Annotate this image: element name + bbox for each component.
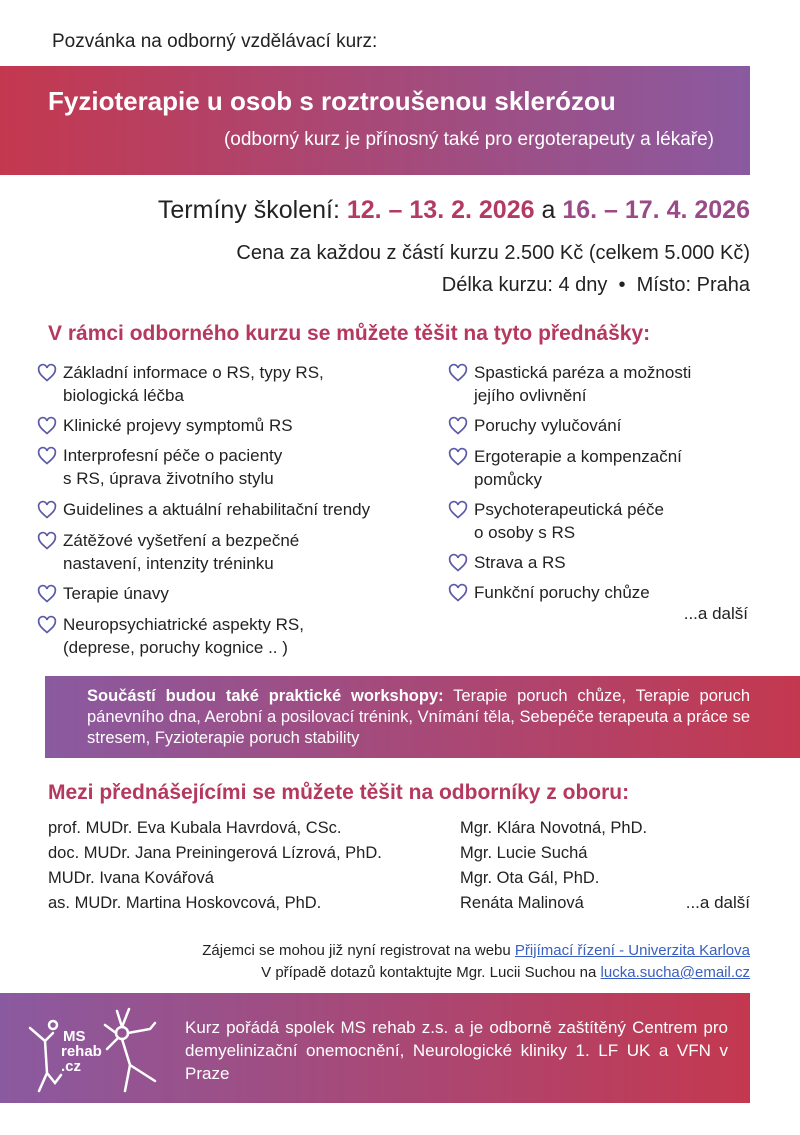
heart-icon [448,447,468,467]
lecture-line: Zátěžové vyšetření a bezpečné [63,531,300,550]
more-speakers: ...a další [685,893,750,912]
speaker-name: Mgr. Ota Gál, PhD. [460,869,600,887]
svg-text:.cz: .cz [61,1058,82,1075]
lecture-line: Klinické projevy symptomů RS [63,416,293,435]
course-subtitle: (odborný kurz je přínosný také pro ergoterapeuty a lékaře) [223,129,714,150]
lecture-item [37,498,370,521]
intro-text: Pozvánka na odborný vzdělávací kurz: [52,31,378,52]
footer-band [0,993,750,1103]
speaker-name: Mgr. Klára Novotná, PhD. [460,819,648,837]
lecture-item [448,414,621,437]
lecture-line: (deprese, poruchy kognice .. ) [63,638,288,657]
svg-text:MS: MS [63,1028,86,1045]
workshops-text [87,686,750,749]
heart-icon [448,553,468,573]
length-place-text: Délka kurzu: 4 dny • Místo: Praha [441,274,750,296]
lecture-line: o osoby s RS [474,523,576,542]
registration-link[interactable]: Přijímací řízení - Univerzita Karlova [514,942,750,959]
heart-icon [37,500,57,520]
registration-line [202,942,750,959]
course-title: Fyzioterapie u osob s roztroušenou sklerózou [48,86,616,116]
title-banner [0,66,750,175]
lecture-line: Interprofesní péče o pacienty [63,446,283,465]
speaker-name: doc. MUDr. Jana Preiningerová Lízrová, PhD. [48,844,382,862]
heart-icon [448,363,468,383]
contact-email-link[interactable]: lucka.sucha@email.cz [600,964,750,981]
heart-icon [448,500,468,520]
lecture-line: Psychoterapeutická péče [474,500,664,519]
speaker-name: MUDr. Ivana Kovářová [48,869,214,887]
lecture-item [37,414,293,437]
contact-line [261,964,750,981]
ms-rehab-logo [25,1003,175,1095]
lecture-line: pomůcky [474,470,543,489]
lecture-line: jejího ovlivnění [474,386,587,405]
price-text: Cena za každou z částí kurzu 2.500 Kč (celkem 5.000 Kč) [236,242,750,264]
contact-text: V případě dotazů kontaktujte Mgr. Lucii Suchou na [261,964,601,981]
lecture-line: Ergoterapie a kompenzační [474,447,682,466]
heart-icon [448,416,468,436]
lecture-line: Spastická paréza a možnosti [474,363,692,382]
lecture-item [37,361,324,407]
lectures-heading: V rámci odborného kurzu se můžete těšit na tyto přednášky: [48,322,651,345]
speaker-name: Mgr. Lucie Suchá [460,844,588,862]
heart-icon [37,584,57,604]
lecture-item [37,613,304,659]
dates-label: Termíny školení: [157,196,347,224]
date-2: 16. – 17. 4. 2026 [562,196,750,224]
footer-text: Kurz pořádá spolek MS rehab z.s. a je odborně zaštítěný Centrem pro demyelinizační onemocnění, Neurologické kliniky 1. LF UK a VFN v Praze [185,1018,728,1083]
lecture-line: Terapie únavy [63,584,169,603]
lecture-line: Strava a RS [474,553,566,572]
dates-and: a [534,196,563,224]
lecture-line: nastavení, intenzity tréninku [63,554,274,573]
lecture-line: Poruchy vylučování [474,416,622,435]
date-1: 12. – 13. 2. 2026 [346,196,535,224]
lecture-line: s RS, úprava životního stylu [63,469,274,488]
more-lectures: ...a další [683,604,748,623]
lecture-item [37,529,299,575]
lecture-item [448,445,682,491]
speaker-name: prof. MUDr. Eva Kubala Havrdová, CSc. [48,819,342,837]
lecture-item [448,551,566,574]
lecture-line: Neuropsychiatrické aspekty RS, [63,615,304,634]
heart-icon [37,416,57,436]
svg-text:rehab: rehab [61,1043,102,1060]
lecture-line: biologická léčba [63,386,184,405]
lecture-line: Guidelines a aktuální rehabilitační trendy [63,500,371,519]
lecture-item [37,582,169,605]
lecture-line: Funkční poruchy chůze [474,583,650,602]
heart-icon [37,615,57,635]
heart-icon [37,446,57,466]
speakers-heading: Mezi přednášejícími se můžete těšit na odborníky z oboru: [48,781,630,804]
workshops-list: Terapie poruch chůze, Terapie poruch pánevního dna, Aerobní a posilovací trénink, Vnímání těla, Sebepéče terapeuta a práce se stresem, Fyzioterapie poruch stability [87,687,750,747]
lecture-item [448,498,664,544]
registration-text: Zájemci se mohou již nyní registrovat na webu [202,942,515,959]
lecture-line: Základní informace o RS, typy RS, [63,363,324,382]
speaker-name: Renáta Malinová [460,894,584,912]
speaker-name: as. MUDr. Martina Hoskovcová, PhD. [48,894,322,912]
lecture-item [448,581,650,604]
workshops-band [45,676,800,758]
lecture-item [37,444,282,490]
heart-icon [37,363,57,383]
heart-icon [37,531,57,551]
workshops-label: Součástí budou také praktické workshopy: [87,687,444,705]
heart-icon [448,583,468,603]
lecture-item [448,361,691,407]
course-dates [158,196,750,225]
